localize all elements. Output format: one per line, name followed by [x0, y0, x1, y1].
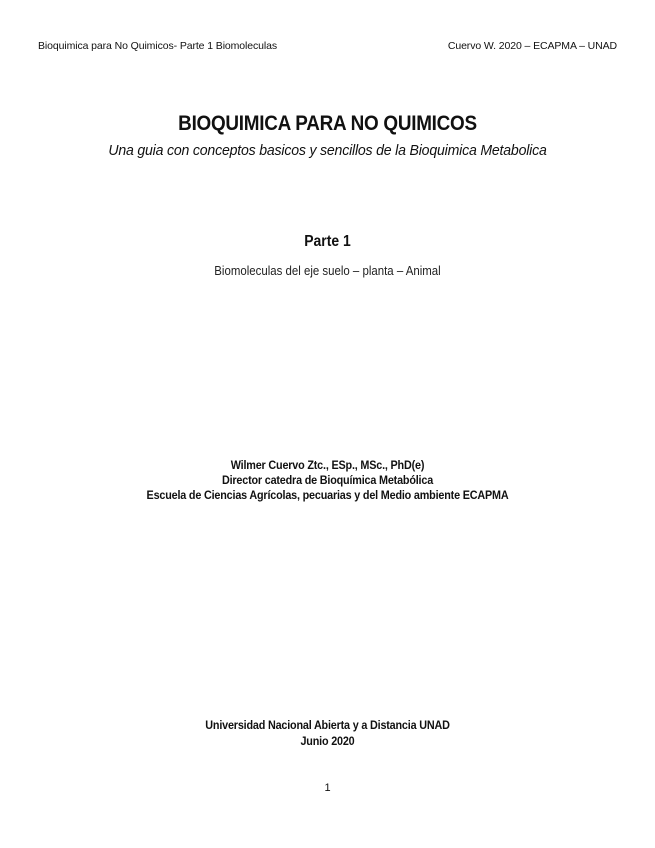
- page-number: 1: [324, 782, 331, 794]
- document-title: BIOQUIMICA PARA NO QUIMICOS: [178, 112, 477, 135]
- author-name: Wilmer Cuervo Ztc., ESp., MSc., PhD(e): [230, 458, 425, 472]
- running-header-right: Cuervo W. 2020 – ECAPMA – UNAD: [447, 40, 617, 52]
- institution-name: Universidad Nacional Abierta y a Distancia UNAD: [205, 718, 450, 732]
- running-header-left: Bioquimica para No Quimicos- Parte 1 Biomoleculas: [38, 40, 278, 52]
- author-school: Escuela de Ciencias Agrícolas, pecuarias y del Medio ambiente ECAPMA: [146, 488, 509, 502]
- institution-block: [0, 717, 655, 749]
- part-subtitle: Biomoleculas del eje suelo – planta – Animal: [214, 263, 441, 278]
- part-heading: Parte 1: [304, 233, 351, 250]
- author-block: [0, 458, 655, 503]
- publication-date: Junio 2020: [300, 734, 355, 748]
- document-subtitle: Una guia con conceptos basicos y sencillos de la Bioquimica Metabolica: [108, 142, 547, 159]
- author-role: Director catedra de Bioquímica Metabólica: [221, 473, 434, 487]
